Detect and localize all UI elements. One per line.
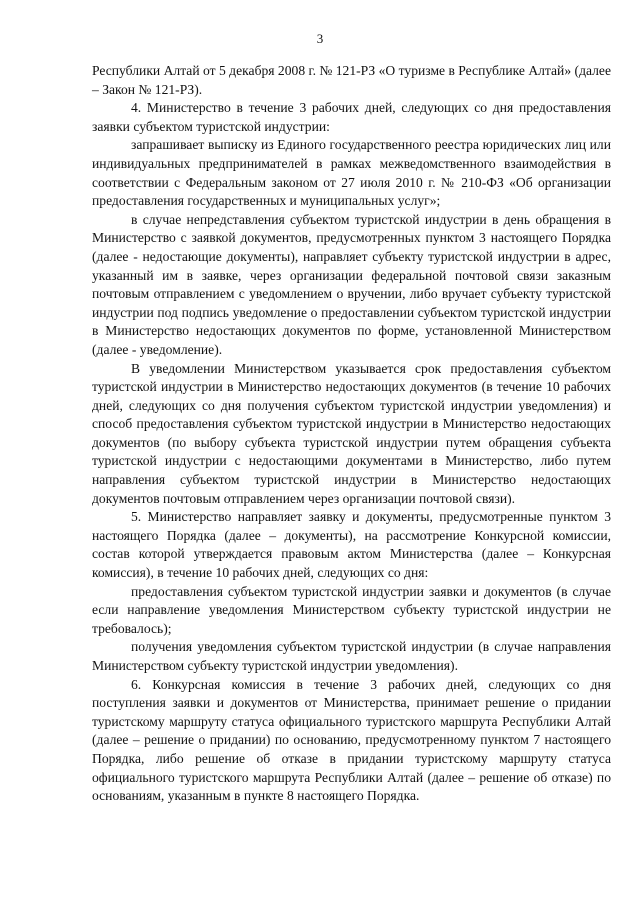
paragraph-item-6: 6. Конкурсная комиссия в течение 3 рабочих дней, следующих со дня поступления заявки и документов от Министерства, принимает решение о придании туристскому маршруту статуса официального туристского маршрута Республики Алтай (далее – решение о придании) по основанию, предусмотренному пунктом 7 настоящего Порядка, либо решение об отказе в придании туристскому маршруту статуса официального туристского маршрута Республики Алтай (далее – решение об отказе) по основаниям, указанным в пункте 8 настоящего Порядка. xyxy=(92,676,611,804)
document-body xyxy=(92,62,611,806)
paragraph-law-reference: Республики Алтай от 5 декабря 2008 г. № 121-РЗ «О туризме в Республике Алтай» (далее – Закон № 121-РЗ). xyxy=(92,63,611,97)
paragraph-item-4: 4. Министерство в течение 3 рабочих дней, следующих со дня предоставления заявки субъектом туристской индустрии: xyxy=(92,100,611,134)
page-number: 3 xyxy=(316,31,324,46)
paragraph-item-5: 5. Министерство направляет заявку и документы, предусмотренные пунктом 3 настоящего Порядка (далее – документы), на рассмотрение Конкурсной комиссии, состав которой утверждается правовым актом Министерства (далее – Конкурсная комиссия), в течение 10 рабочих дней, следующих со дня: xyxy=(92,509,611,581)
paragraph-notification-terms: В уведомлении Министерством указывается срок предоставления субъектом туристской индустрии в Министерство недостающих документов (в течение 10 рабочих дней, следующих со дня получения субъектом туристской индустрии уведомления) и способ предоставления субъектом туристской индустрии в Министерство недостающих документов (по выбору субъекта туристской индустрии путем обращения субъекта туристской индустрии с недостающими документами в Министерство, либо путем направления субъектом туристской индустрии в Министерство недостающих документов почтовым отправлением через организации почтовой связи). xyxy=(92,360,611,506)
paragraph-receipt-case: получения уведомления субъектом туристской индустрии (в случае направления Министерством субъекту туристской индустрии уведомления). xyxy=(92,639,611,673)
paragraph-notification: в случае непредставления субъектом туристской индустрии в день обращения в Министерство с заявкой документов, предусмотренных пунктом 3 настоящего Порядка (далее - недостающие документы), направляет субъекту туристской индустрии в адрес, указанный им в заявке, через организации федеральной почтовой связи заказным почтовым отправлением с уведомлением о вручении, либо вручает субъекту туристской индустрии под подпись уведомление о предоставлении субъектом туристской индустрии в Министерство недостающих документов по форме, установленной Министерством (далее - уведомление). xyxy=(92,211,611,357)
paragraph-request-extract: запрашивает выписку из Единого государственного реестра юридических лиц или индивидуальных предпринимателей в рамках межведомственного взаимодействия в соответствии с Федеральным законом от 27 июля 2010 г. № 210-ФЗ «Об организации предоставления государственных и муниципальных услуг»; xyxy=(92,137,611,209)
paragraph-submission-case: предоставления субъектом туристской индустрии заявки и документов (в случае если направление уведомления Министерством субъекту туристской индустрии не требовалось); xyxy=(92,583,611,636)
